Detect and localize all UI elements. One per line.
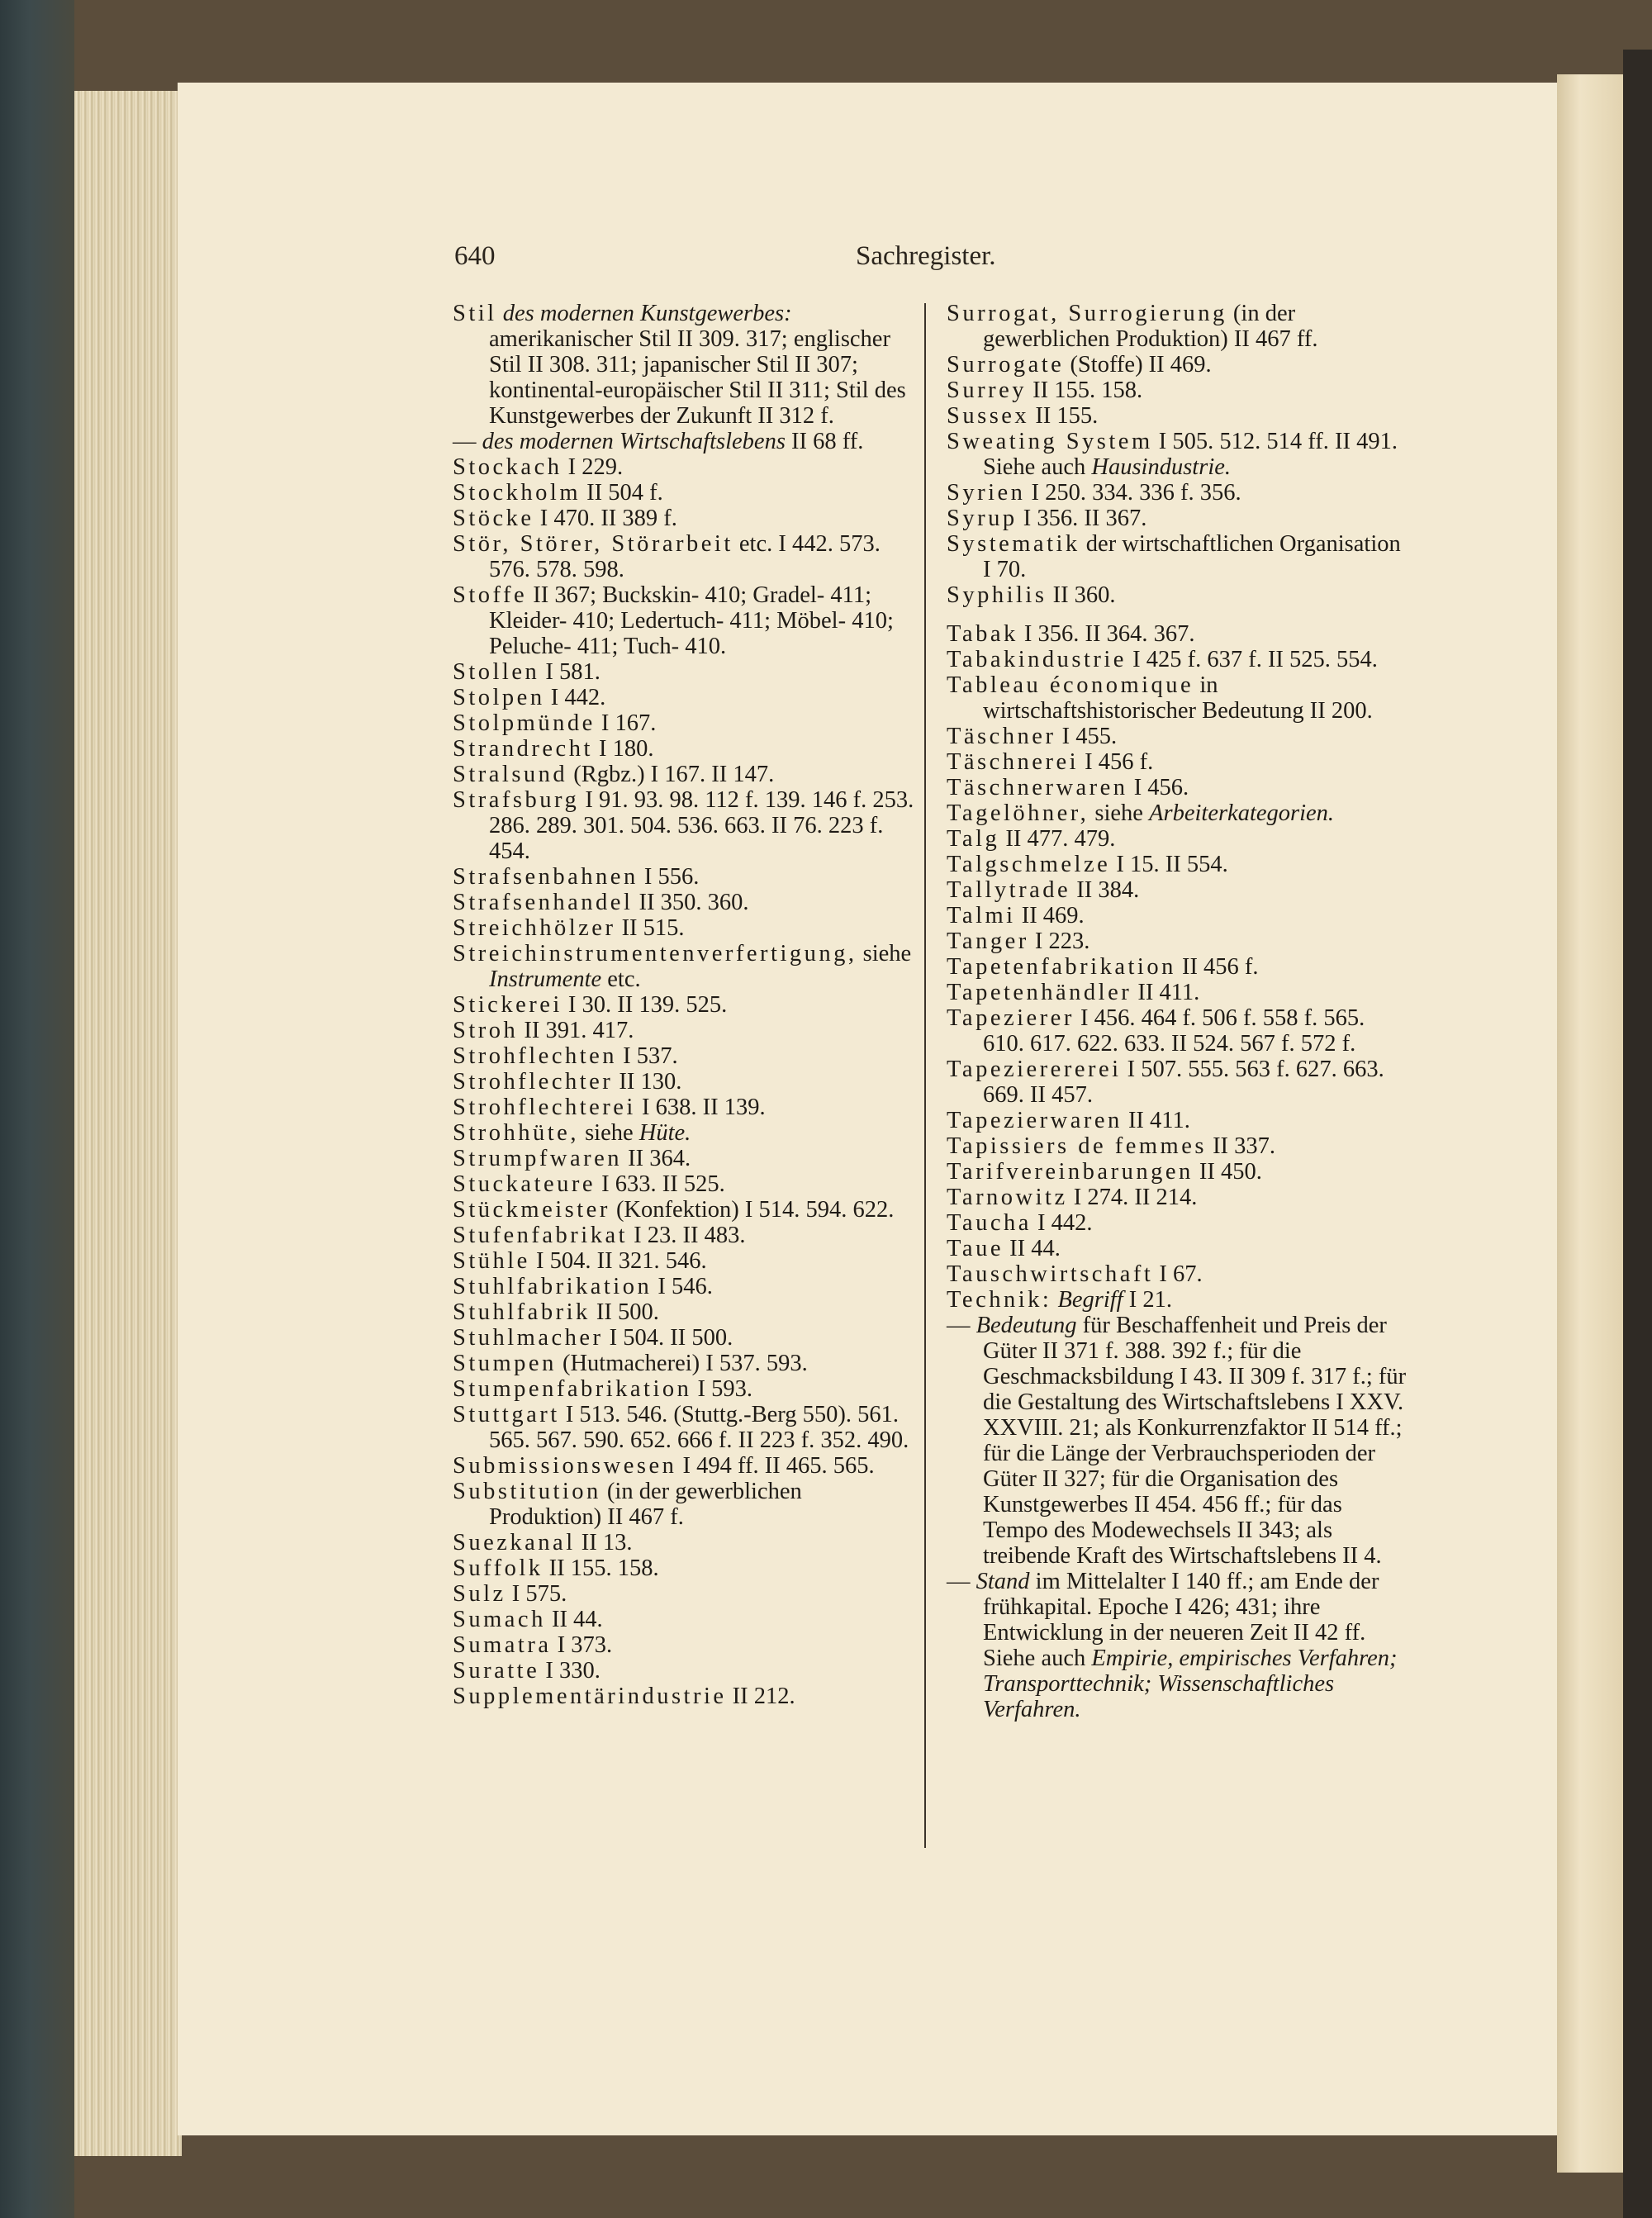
index-entry <box>947 1185 1409 1210</box>
index-locator: I 274. II 214. <box>1067 1185 1198 1210</box>
index-entry <box>453 1146 915 1171</box>
index-entry <box>947 672 1409 724</box>
page-number: 640 <box>454 241 496 271</box>
index-locator: I 21. <box>1123 1287 1172 1313</box>
index-locator: I 23. II 483. <box>628 1223 746 1248</box>
index-locator: II 469. <box>1015 903 1085 929</box>
index-locator: I 442. <box>544 685 606 710</box>
running-head <box>454 241 1437 274</box>
index-entry <box>453 1223 915 1248</box>
index-headword: Tapezierwaren <box>947 1108 1123 1133</box>
index-locator: (Konfektion) I 514. 594. 622. <box>610 1197 895 1223</box>
index-headword: Taucha <box>947 1210 1032 1236</box>
index-headword: Stockach <box>453 454 563 480</box>
index-entry <box>453 1581 915 1607</box>
index-locator: I 180. <box>592 736 654 762</box>
index-headword: Stickerei <box>453 992 563 1018</box>
index-column-right <box>947 301 1409 1722</box>
index-headword: Tabakindustrie <box>947 647 1127 672</box>
index-entry <box>453 1069 915 1095</box>
index-locator: II 391. 417. <box>518 1018 634 1043</box>
index-locator: I 456 f. <box>1079 749 1154 775</box>
index-headword: Stolpen <box>453 685 545 710</box>
index-entry <box>947 1236 1409 1261</box>
index-entry <box>453 531 915 582</box>
index-headword: Supplementärindustrie <box>453 1684 727 1709</box>
index-locator: I 546. <box>652 1274 713 1299</box>
index-headword: Syrup <box>947 506 1018 531</box>
index-locator: I 470. II 389 f. <box>534 506 677 531</box>
index-locator: I 250. 334. 336 f. 356. <box>1025 480 1241 506</box>
index-entry <box>947 352 1409 378</box>
index-entry <box>947 1005 1409 1057</box>
index-headword: Tagelöhner, <box>947 800 1089 826</box>
index-headword: Tabak <box>947 621 1018 647</box>
index-headword: Stuhlmacher <box>453 1325 604 1351</box>
index-entry <box>947 378 1409 403</box>
index-headword: Talgschmelze <box>947 852 1111 877</box>
index-entry <box>453 915 915 941</box>
index-locator: II 350. 360. <box>633 890 749 915</box>
index-entry <box>453 1479 915 1530</box>
index-entry <box>453 787 915 864</box>
index-headword: Suezkanal <box>453 1530 576 1555</box>
book-cover-edge <box>1623 50 1652 2218</box>
index-headword: Suffolk <box>453 1555 544 1581</box>
index-entry <box>947 903 1409 929</box>
index-headword: Taue <box>947 1236 1004 1261</box>
index-headword: Tallytrade <box>947 877 1071 903</box>
index-entry <box>453 1197 915 1223</box>
index-headword: Stockholm <box>453 480 582 506</box>
index-entry <box>453 736 915 762</box>
index-entry <box>947 1159 1409 1185</box>
index-locator: (in der gewerblichen Produktion) II 467 ff. <box>983 301 1318 352</box>
index-locator: siehe <box>1089 800 1150 826</box>
index-column-left <box>453 301 915 1709</box>
index-locator: II 515. <box>615 915 685 941</box>
index-locator: I 330. <box>539 1658 601 1684</box>
index-entry <box>453 659 915 685</box>
index-entry <box>947 506 1409 531</box>
index-entry <box>453 1530 915 1555</box>
index-locator: — <box>453 429 482 454</box>
index-locator: siehe <box>578 1120 639 1146</box>
index-entry <box>453 1095 915 1120</box>
book-spine <box>0 0 74 2218</box>
index-headword: Strafsenhandel <box>453 890 634 915</box>
index-locator: II 44. <box>1003 1236 1061 1261</box>
index-locator: für Beschaffenheit und Preis der Güter II 371 f. 388. 392 f.; für die Geschmacksbildung I 43. II 309 f. 317 f.; für die Gestaltung des Wirtschaftslebens I XXV. XXVIII. 21; als Konkurrenzfaktor II 514 ff.; für die Länge der Verbrauchsperioden der Güter II 327; für die Organisation des Kunstgewerbes II 454. 456 ff.; für das Tempo des Modewechsels II 343; als treibende Kraft des Wirtschaftslebens II 4. <box>983 1313 1407 1569</box>
index-headword: Strohflechterei <box>453 1095 636 1120</box>
index-locator: II 337. <box>1206 1133 1276 1159</box>
index-headword: Stuhlfabrik <box>453 1299 591 1325</box>
index-headword: Surrogate <box>947 352 1065 378</box>
index-entry <box>947 954 1409 980</box>
index-entry <box>453 454 915 480</box>
index-headword: Technik: <box>947 1287 1052 1313</box>
index-locator: im Mittelalter I 140 ff.; am Ende der frühkapital. Epoche I 426; 431; ihre Entwicklung in der neueren Zeit II 42 ff. <box>983 1569 1379 1646</box>
index-entry <box>453 762 915 787</box>
index-entry <box>947 429 1409 480</box>
index-entry <box>453 992 915 1018</box>
index-locator: I 575. <box>506 1581 567 1607</box>
index-entry <box>453 1453 915 1479</box>
index-entry <box>947 1313 1409 1569</box>
index-headword: Streichhölzer <box>453 915 616 941</box>
index-entry <box>453 429 915 454</box>
index-entry <box>947 749 1409 775</box>
index-entry <box>453 1402 915 1453</box>
index-reference-italic: des modernen Wirtschaftslebens <box>482 429 786 454</box>
index-locator: — <box>947 1569 976 1594</box>
index-headword: Stühle <box>453 1248 530 1274</box>
index-entry <box>453 506 915 531</box>
index-reference-italic: Stand <box>976 1569 1030 1594</box>
index-entry <box>947 1210 1409 1236</box>
index-locator: I 537. <box>617 1043 678 1069</box>
page-edges-left <box>74 91 182 2156</box>
index-entry <box>947 582 1409 608</box>
index-locator: II 477. 479. <box>999 826 1116 852</box>
index-entry <box>947 301 1409 352</box>
index-locator: II 212. <box>726 1684 795 1709</box>
index-headword: Täschnerwaren <box>947 775 1128 800</box>
index-locator: I 633. II 525. <box>596 1171 725 1197</box>
index-entry <box>947 800 1409 826</box>
index-headword: Täschnerei <box>947 749 1080 775</box>
index-headword: Stolpmünde <box>453 710 596 736</box>
index-headword: Stollen <box>453 659 540 685</box>
index-reference-italic: Hausindustrie. <box>1091 454 1232 480</box>
index-locator: II 364. <box>622 1146 691 1171</box>
index-headword: Sulz <box>453 1581 506 1607</box>
index-entry <box>947 929 1409 954</box>
index-locator: II 155. 158. <box>543 1555 659 1581</box>
page-title: Sachregister. <box>856 241 996 271</box>
index-headword: Strafsenbahnen <box>453 864 638 890</box>
index-headword: Stuttgart <box>453 1402 560 1427</box>
index-headword: Stroh <box>453 1018 519 1043</box>
index-headword: Stuckateure <box>453 1171 596 1197</box>
index-locator: I 425 f. 637 f. II 525. 554. <box>1126 647 1378 672</box>
index-headword: Tapetenhändler <box>947 980 1132 1005</box>
index-locator: I 229. <box>562 454 624 480</box>
index-headword: Tapetenfabrikation <box>947 954 1176 980</box>
index-entry <box>453 1351 915 1376</box>
index-headword: Sussex <box>947 403 1030 429</box>
index-entry <box>453 1018 915 1043</box>
index-locator: I 581. <box>539 659 601 685</box>
index-entry <box>947 826 1409 852</box>
index-headword: Täschner <box>947 724 1056 749</box>
index-entry <box>947 1057 1409 1108</box>
index-headword: Substitution <box>453 1479 601 1504</box>
index-headword: Submissionswesen <box>453 1453 677 1479</box>
index-reference-italic: Empirie, empirisches Verfahren; Transporttechnik; Wissenschaftliches Verfahren. <box>983 1646 1398 1722</box>
index-entry <box>453 710 915 736</box>
index-locator: I 456. <box>1127 775 1189 800</box>
index-entry <box>453 1607 915 1632</box>
index-locator: etc. <box>601 967 641 992</box>
index-headword: Tapezierer <box>947 1005 1075 1031</box>
index-entry <box>453 1555 915 1581</box>
index-entry <box>453 1171 915 1197</box>
index-locator: I 494 ff. II 465. 565. <box>676 1453 875 1479</box>
index-locator: I 91. 93. 98. 112 f. 139. 146 f. 253. 286. 289. 301. 504. 536. 663. II 76. 223 f. 454. <box>489 787 914 864</box>
index-locator: I 638. II 139. <box>635 1095 766 1120</box>
index-headword: Stufenfabrikat <box>453 1223 629 1248</box>
facing-page-edge <box>1557 74 1623 2173</box>
index-entry <box>947 852 1409 877</box>
index-locator: siehe <box>857 941 912 967</box>
index-entry <box>453 582 915 659</box>
index-headword: Tauschwirtschaft <box>947 1261 1154 1287</box>
index-locator: — <box>947 1313 976 1338</box>
index-locator: (Stoffe) II 469. <box>1064 352 1212 378</box>
index-locator: (in der gewerblichen Produktion) II 467 f. <box>489 1479 802 1530</box>
index-headword: Strafsburg <box>453 787 580 813</box>
index-locator: (Rgbz.) I 167. II 147. <box>567 762 775 787</box>
index-locator: I 67. <box>1153 1261 1203 1287</box>
index-locator: Siehe auch <box>983 1646 1092 1671</box>
index-entry <box>453 1376 915 1402</box>
index-headword: Syphilis <box>947 582 1047 608</box>
index-headword: Strohflechter <box>453 1069 614 1095</box>
index-reference-italic: Bedeutung <box>976 1313 1077 1338</box>
index-entry <box>453 941 915 992</box>
index-entry <box>453 480 915 506</box>
index-entry <box>947 1261 1409 1287</box>
index-headword: Tableau économique <box>947 672 1194 698</box>
index-locator: II 360. <box>1047 582 1116 608</box>
index-headword: Strohflechten <box>453 1043 618 1069</box>
index-locator: I 455. <box>1056 724 1118 749</box>
index-entry <box>947 1646 1409 1722</box>
index-locator: I 504. II 500. <box>603 1325 733 1351</box>
index-entry <box>947 775 1409 800</box>
index-locator: II 500. <box>590 1299 659 1325</box>
index-headword: Tapissiers de femmes <box>947 1133 1207 1159</box>
index-entry <box>947 647 1409 672</box>
index-reference-italic: Hüte. <box>638 1120 691 1146</box>
index-headword: Stumpen <box>453 1351 557 1376</box>
index-locator <box>497 301 503 326</box>
index-locator: I 456. 464 f. 506 f. 558 f. 565. 610. 617. 622. 633. II 524. 567 f. 572 f. <box>983 1005 1365 1057</box>
index-locator: II 68 ff. <box>785 429 864 454</box>
index-headword: Sweating System <box>947 429 1153 454</box>
index-locator: II 130. <box>613 1069 682 1095</box>
index-headword: Stil <box>453 301 497 326</box>
index-entry <box>453 301 915 429</box>
index-locator: I 507. 555. 563 f. 627. 663. 669. II 457. <box>983 1057 1384 1108</box>
index-entry <box>947 403 1409 429</box>
index-locator: II 44. <box>545 1607 603 1632</box>
index-entry <box>453 890 915 915</box>
index-locator: II 384. <box>1070 877 1140 903</box>
index-headword: Stumpenfabrikation <box>453 1376 692 1402</box>
index-entry <box>453 1658 915 1684</box>
index-locator: I 356. II 367. <box>1017 506 1147 531</box>
index-locator: I 556. <box>638 864 700 890</box>
index-entry <box>453 1299 915 1325</box>
index-entry <box>453 1274 915 1299</box>
index-locator: der wirtschaftlichen Organisation I 70. <box>983 531 1401 582</box>
index-entry <box>947 980 1409 1005</box>
index-headword: Systematik <box>947 531 1080 557</box>
index-locator: amerikanischer Stil II 309. 317; englischer Stil II 308. 311; japanischer Stil II 307; kontinental-europäischer Stil II 311; Stil des Kunstgewerbes der Zukunft II 312 f. <box>489 326 906 429</box>
index-entry <box>947 1108 1409 1133</box>
index-headword: Stöcke <box>453 506 534 531</box>
index-locator: II 450. <box>1193 1159 1262 1185</box>
index-headword: Stückmeister <box>453 1197 610 1223</box>
index-reference-italic: Begriff <box>1057 1287 1123 1313</box>
index-entry <box>947 877 1409 903</box>
index-locator: I 504. II 321. 546. <box>529 1248 707 1274</box>
index-headword: Tanger <box>947 929 1029 954</box>
index-entry <box>453 1120 915 1146</box>
index-headword: Talg <box>947 826 1000 852</box>
index-locator: II 411. <box>1132 980 1200 1005</box>
index-locator: I 30. II 139. 525. <box>562 992 728 1018</box>
index-entry <box>453 1684 915 1709</box>
index-headword: Stör, Störer, Störarbeit <box>453 531 733 557</box>
index-entry <box>453 685 915 710</box>
index-entry <box>947 480 1409 506</box>
index-locator: II 367; Buckskin- 410; Gradel- 411; Kleider- 410; Ledertuch- 411; Möbel- 410; Peluche- 411; Tuch- 410. <box>489 582 894 659</box>
index-entry <box>947 531 1409 582</box>
index-reference-italic: des modernen Kunstgewerbes: <box>502 301 792 326</box>
index-headword: Strohhüte, <box>453 1120 579 1146</box>
index-headword: Strumpfwaren <box>453 1146 623 1171</box>
index-entry <box>453 1043 915 1069</box>
index-headword: Streichinstrumentenverfertigung, <box>453 941 857 967</box>
index-entry <box>453 1325 915 1351</box>
index-entry <box>947 724 1409 749</box>
index-headword: Stoffe <box>453 582 528 608</box>
index-entry <box>947 1569 1409 1646</box>
index-locator: I 223. <box>1028 929 1090 954</box>
index-headword: Suratte <box>453 1658 540 1684</box>
index-entry <box>947 1133 1409 1159</box>
index-headword: Tapezierererei <box>947 1057 1122 1082</box>
index-locator: II 456 f. <box>1175 954 1259 980</box>
index-headword: Strandrecht <box>453 736 593 762</box>
index-locator: I 373. <box>551 1632 613 1658</box>
index-headword: Tarnowitz <box>947 1185 1068 1210</box>
index-entry <box>453 864 915 890</box>
index-locator: II 155. 158. <box>1026 378 1143 403</box>
index-locator: I 593. <box>691 1376 752 1402</box>
index-locator: in wirtschaftshistorischer Bedeutung II 200. <box>983 672 1373 724</box>
index-locator: II 13. <box>575 1530 633 1555</box>
index-locator: II 155. <box>1029 403 1099 429</box>
index-locator: etc. I 442. 573. 576. 578. 598. <box>489 531 881 582</box>
index-locator: I 505. 512. 514 ff. II 491. Siehe auch <box>983 429 1398 480</box>
index-headword: Syrien <box>947 480 1026 506</box>
index-headword: Sumach <box>453 1607 546 1632</box>
index-locator: I 15. II 554. <box>1110 852 1228 877</box>
index-entry <box>947 621 1409 647</box>
index-locator: (Hutmacherei) I 537. 593. <box>556 1351 808 1376</box>
index-entry <box>947 1287 1409 1313</box>
index-reference-italic: Instrumente <box>489 967 602 992</box>
index-headword: Stralsund <box>453 762 568 787</box>
index-headword: Talmi <box>947 903 1016 929</box>
index-headword: Surrogat, Surrogierung <box>947 301 1227 326</box>
index-locator: I 513. 546. (Stuttg.-Berg 550). 561. 565. 567. 590. 652. 666 f. II 223 f. 352. 490. <box>489 1402 909 1453</box>
index-entry <box>453 1632 915 1658</box>
index-locator: II 504 f. <box>581 480 663 506</box>
index-headword: Sumatra <box>453 1632 552 1658</box>
index-headword: Surrey <box>947 378 1027 403</box>
index-locator: II 411. <box>1122 1108 1190 1133</box>
index-entry <box>453 1248 915 1274</box>
index-locator: I 442. <box>1031 1210 1093 1236</box>
index-headword: Tarifvereinbarungen <box>947 1159 1194 1185</box>
index-locator: I 167. <box>595 710 657 736</box>
index-reference-italic: Arbeiterkategorien. <box>1149 800 1335 826</box>
index-headword: Stuhlfabrikation <box>453 1274 653 1299</box>
column-divider <box>924 303 926 1848</box>
index-locator: I 356. II 364. 367. <box>1018 621 1195 647</box>
